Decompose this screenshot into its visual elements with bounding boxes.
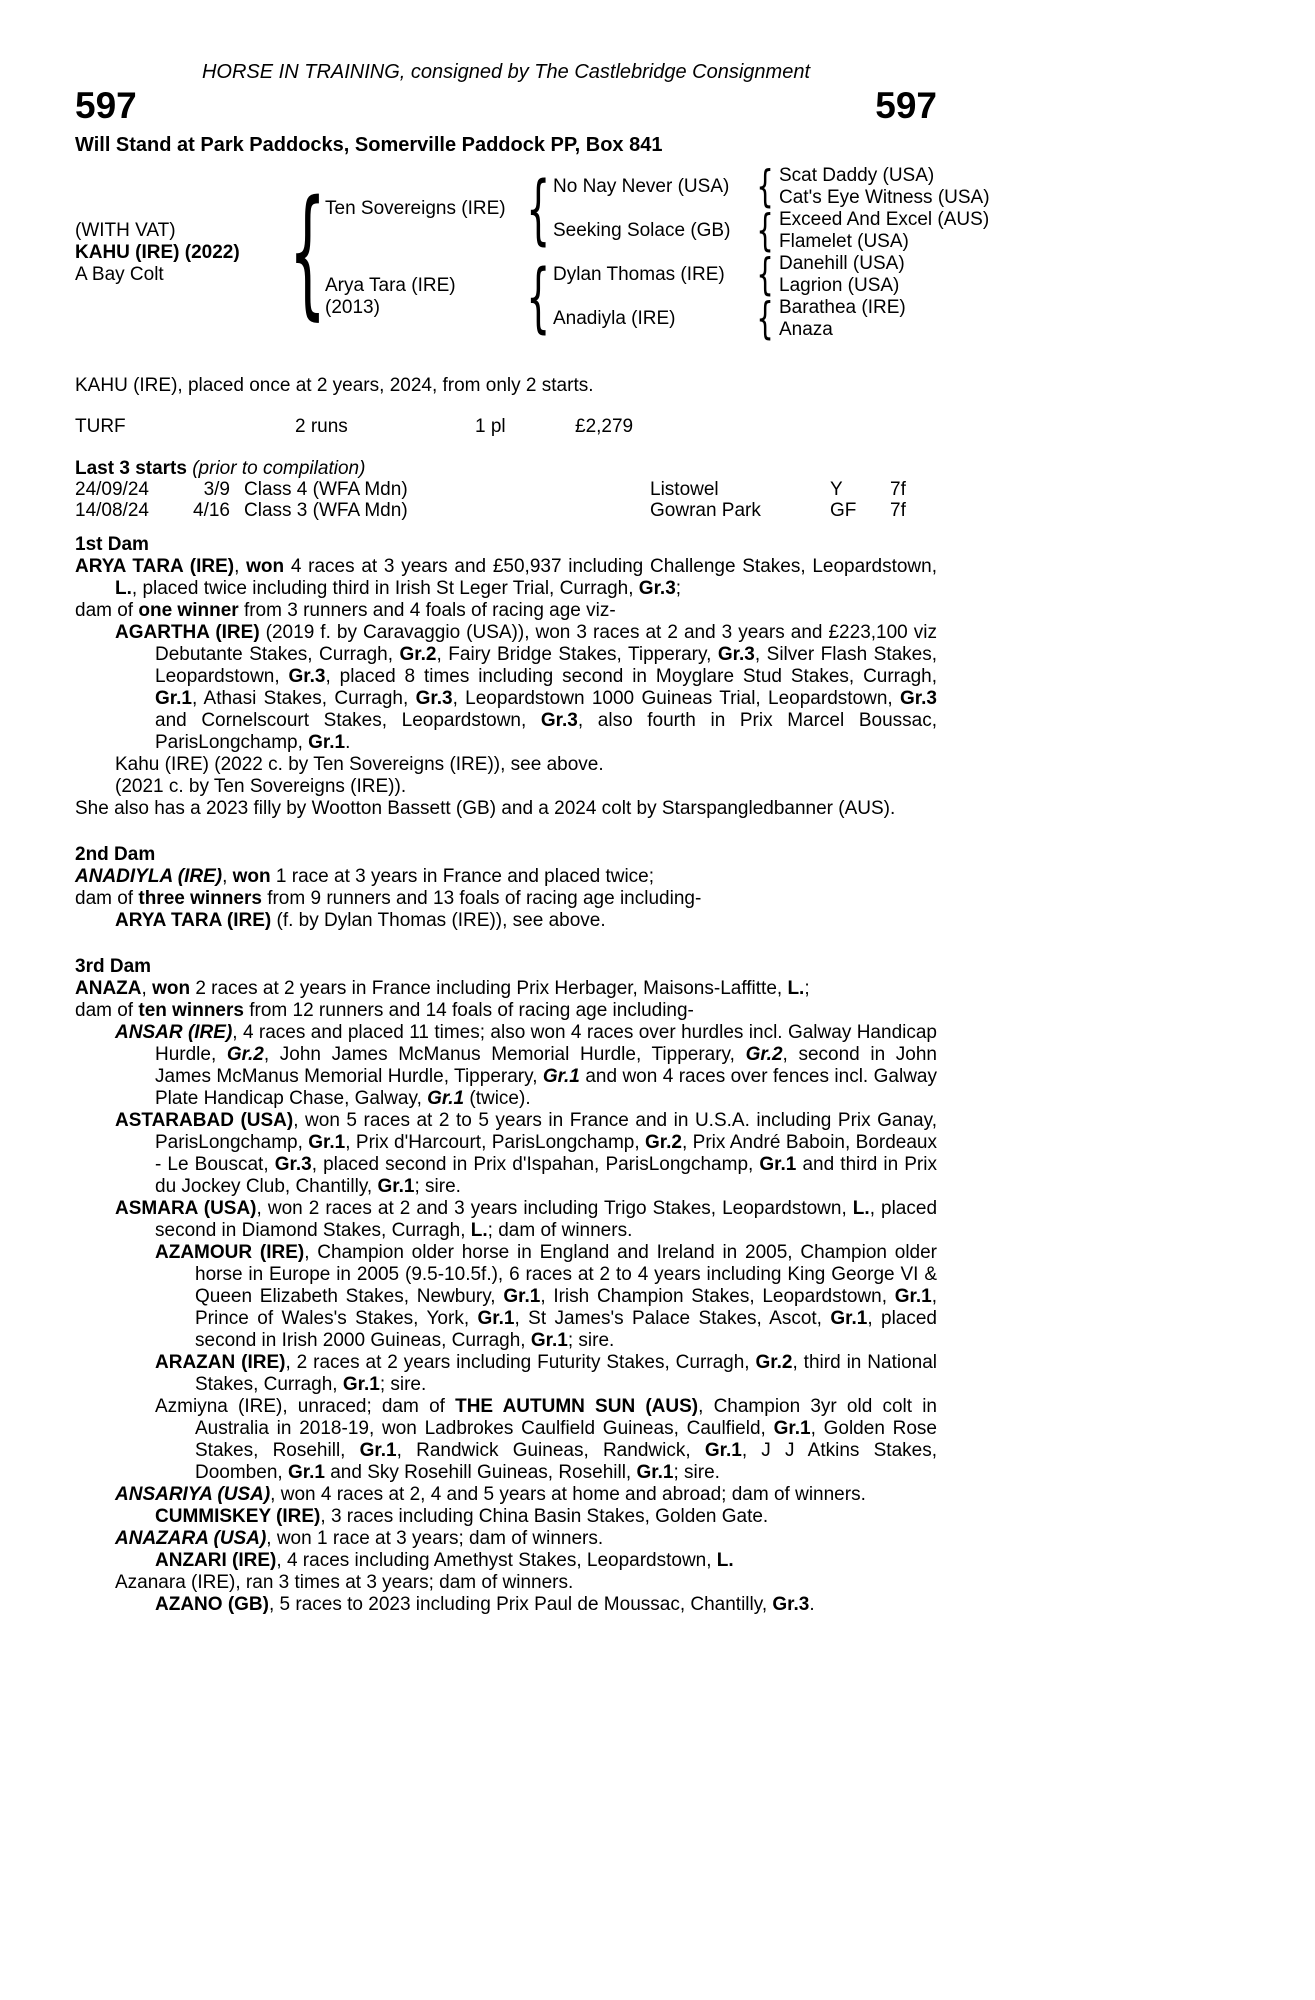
vat-note: (WITH VAT): [75, 220, 176, 241]
start-going: Y: [830, 479, 843, 500]
paragraph-anadiyla: ANADIYLA (IRE), won 1 race at 3 years in France and placed twice;: [75, 866, 655, 887]
paragraph-arya-tara-ref: ARYA TARA (IRE) (f. by Dylan Thomas (IRE)), see above.: [115, 910, 606, 931]
sire-name: Ten Sovereigns (IRE): [325, 198, 506, 219]
great-grandparent-name: Cat's Eye Witness (USA): [779, 187, 990, 208]
sire-brace: {: [525, 164, 551, 253]
paragraph-astarabad: ASTARABAD (USA), won 5 races at 2 to 5 years in France and in U.S.A. including Prix Ganay, ParisLongchamp, Gr.1, Prix d'Harcourt, ParisLongchamp, Gr.2, Prix André Baboin, Bordeaux - Le Bouscat, Gr.3, placed second in Prix d'Ispahan, ParisLongchamp, Gr.1 and third in Prix du Jockey Club, Chantilly, Gr.1; sire.: [115, 1110, 937, 1197]
pedigree-table: [75, 161, 990, 344]
start-course: Listowel: [650, 479, 719, 500]
paragraph-cummiskey: CUMMISKEY (IRE), 3 races including China Basin Stakes, Golden Gate.: [155, 1506, 769, 1527]
grandparent-brace: {: [756, 249, 774, 300]
sire-dam-name: Seeking Solace (GB): [553, 220, 731, 241]
start-position: 3/9: [203, 479, 230, 500]
start-position: 4/16: [193, 500, 230, 521]
start-row: [75, 479, 937, 500]
paragraph-anaza: ANAZA, won 2 races at 2 years in France including Prix Herbager, Maisons-Laffitte, L.;: [75, 978, 810, 999]
dam-name: Arya Tara (IRE): [325, 275, 456, 296]
record-surface: TURF: [75, 416, 126, 437]
lot-number-right: 597: [875, 85, 937, 126]
dam-brace: {: [525, 252, 551, 341]
record-places: 1 pl: [475, 416, 506, 437]
race-summary: KAHU (IRE), placed once at 2 years, 2024, from only 2 starts.: [75, 375, 594, 396]
paragraph-dam-of: dam of three winners from 9 runners and 13 foals of racing age including-: [75, 888, 702, 909]
horse-info-block: [75, 165, 291, 341]
start-course: Gowran Park: [650, 500, 761, 521]
lot-number-left: 597: [75, 85, 137, 126]
great-grandparent-name: Flamelet (USA): [779, 231, 909, 252]
last-starts-section: [75, 458, 937, 521]
first-dam-section: [75, 534, 937, 820]
great-grandparent-name: Barathea (IRE): [779, 297, 906, 318]
start-date: 24/09/24: [75, 479, 149, 500]
paragraph-dam-of: dam of one winner from 3 runners and 4 foals of racing age viz-: [75, 600, 616, 621]
paragraph-azamour: AZAMOUR (IRE), Champion older horse in England and Ireland in 2005, Champion older horse in Europe in 2005 (9.5-10.5f.), 6 races at 2 to 4 years including King George VI & Queen Elizabeth Stakes, Newbury, Gr.1, Irish Champion Stakes, Leopardstown, Gr.1, Prince of Wales's Stakes, York, Gr.1, St James's Palace Stakes, Ascot, Gr.1, placed second in Irish 2000 Guineas, Curragh, Gr.1; sire.: [155, 1242, 938, 1351]
paragraph-ansar: ANSAR (IRE), 4 races and placed 11 times; also won 4 races over hurdles incl. Galway Handicap Hurdle, Gr.2, John James McManus Memorial Hurdle, Tipperary, Gr.2, second in John James McManus Memorial Hurdle, Tipperary, Gr.1 and won 4 races over fences incl. Galway Plate Handicap Chase, Galway, Gr.1 (twice).: [115, 1022, 937, 1109]
horse-description: A Bay Colt: [75, 264, 164, 285]
great-grandparent-name: Anaza: [779, 319, 833, 340]
paragraph-ansariya: ANSARIYA (USA), won 4 races at 2, 4 and 5 years at home and abroad; dam of winners.: [115, 1484, 866, 1505]
paragraph-arya-tara: ARYA TARA (IRE), won 4 races at 3 years and £50,937 including Challenge Stakes, Leopardstown, L., placed twice including third in Irish St Leger Trial, Curragh, Gr.3;: [75, 556, 937, 599]
start-going: GF: [830, 500, 857, 521]
paragraph-azmiyna: Azmiyna (IRE), unraced; dam of THE AUTUMN SUN (AUS), Champion 3yr old colt in Australia in 2018-19, won Ladbrokes Caulfield Guineas, Caulfield, Gr.1, Golden Rose Stakes, Rosehill, Gr.1, Randwick Guineas, Randwick, Gr.1, J J Atkins Stakes, Doomben, Gr.1 and Sky Rosehill Guineas, Rosehill, Gr.1; sire.: [155, 1396, 938, 1483]
paragraph-arazan: ARAZAN (IRE), 2 races at 2 years including Futurity Stakes, Curragh, Gr.2, third in National Stakes, Curragh, Gr.1; sire.: [155, 1352, 937, 1395]
paragraph-dam-of: dam of ten winners from 12 runners and 14 foals of racing age including-: [75, 1000, 694, 1021]
start-distance: 7f: [890, 500, 906, 521]
second-dam-section: [75, 844, 937, 932]
consignment-header: HORSE IN TRAINING, consigned by The Castlebridge Consignment: [201, 61, 811, 83]
paragraph-2021-colt: (2021 c. by Ten Sovereigns (IRE)).: [115, 776, 407, 797]
dam-sire-name: Dylan Thomas (IRE): [553, 264, 725, 285]
paragraph-anazara: ANAZARA (USA), won 1 race at 3 years; dam of winners.: [115, 1528, 604, 1549]
paragraph-agartha: AGARTHA (IRE) (2019 f. by Caravaggio (USA)), won 3 races at 2 and 3 years and £223,100 viz Debutante Stakes, Curragh, Gr.2, Fairy Bridge Stakes, Tipperary, Gr.3, Silver Flash Stakes, Leopardstown, Gr.3, placed 8 times including second in Moyglare Stud Stakes, Curragh, Gr.1, Athasi Stakes, Curragh, Gr.3, Leopardstown 1000 Guineas Trial, Leopardstown, Gr.3 and Cornelscourt Stakes, Leopardstown, Gr.3, also fourth in Prix Marcel Boussac, ParisLongchamp, Gr.1.: [115, 622, 938, 753]
section-heading: 2nd Dam: [75, 844, 156, 865]
start-distance: 7f: [890, 479, 906, 500]
stand-location: Will Stand at Park Paddocks, Somerville Paddock PP, Box 841: [75, 134, 663, 156]
grandparent-brace: {: [756, 205, 774, 256]
last-starts-title: Last 3 starts: [75, 458, 187, 479]
great-grandparent-name: Lagrion (USA): [779, 275, 900, 296]
catalogue-page: [75, 0, 990, 1616]
start-date: 14/08/24: [75, 500, 149, 521]
start-row: [75, 500, 937, 521]
record-earnings: £2,279: [575, 416, 634, 437]
grandparent-brace: {: [756, 293, 774, 344]
dam-name-block: [325, 253, 523, 341]
race-record-row: [75, 416, 937, 438]
record-runs: 2 runs: [295, 416, 348, 437]
last-starts-subtitle: (prior to compilation): [186, 458, 366, 479]
dam-dam-name: Anadiyla (IRE): [553, 308, 676, 329]
paragraph-azanara: Azanara (IRE), ran 3 times at 3 years; dam of winners.: [115, 1572, 574, 1593]
great-grandparent-name: Exceed And Excel (AUS): [779, 209, 990, 230]
third-dam-section: [75, 956, 937, 1616]
sire-sire-name: No Nay Never (USA): [553, 176, 730, 197]
last-starts-heading: [75, 458, 937, 479]
grandparent-brace: {: [756, 161, 774, 212]
pedigree-main-brace: {: [289, 171, 327, 334]
paragraph-azano: AZANO (GB), 5 races to 2023 including Prix Paul de Moussac, Chantilly, Gr.3.: [155, 1594, 815, 1615]
start-race: Class 3 (WFA Mdn): [244, 500, 408, 521]
horse-name: KAHU (IRE) (2022): [75, 242, 240, 263]
paragraph-anzari: ANZARI (IRE), 4 races including Amethyst Stakes, Leopardstown, L.: [155, 1550, 734, 1571]
great-grandparent-name: Danehill (USA): [779, 253, 905, 274]
section-heading: 1st Dam: [75, 534, 149, 555]
paragraph-asmara: ASMARA (USA), won 2 races at 2 and 3 years including Trigo Stakes, Leopardstown, L., placed second in Diamond Stakes, Curragh, L.; dam of winners.: [115, 1198, 938, 1241]
dam-year: (2013): [325, 297, 380, 318]
lot-number-row: [75, 86, 937, 126]
section-heading: 3rd Dam: [75, 956, 152, 977]
start-race: Class 4 (WFA Mdn): [244, 479, 408, 500]
paragraph-kahu: Kahu (IRE) (2022 c. by Ten Sovereigns (IRE)), see above.: [115, 754, 604, 775]
great-grandparent-name: Scat Daddy (USA): [779, 165, 935, 186]
paragraph-she-also-has: She also has a 2023 filly by Wootton Bassett (GB) and a 2024 colt by Starspangledbanner (AUS).: [75, 798, 896, 819]
